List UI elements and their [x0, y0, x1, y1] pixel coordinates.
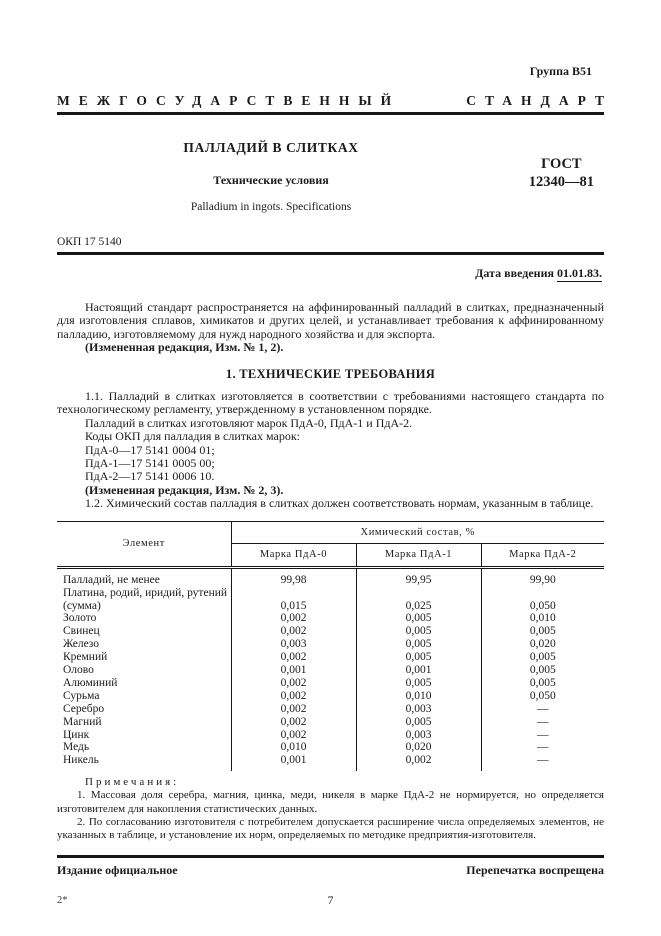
header-rule: [57, 112, 604, 115]
value-cell: 0,005: [356, 716, 481, 729]
footer-line: [57, 863, 604, 878]
table-row: [57, 703, 604, 716]
effective-date-value: 01.01.83.: [557, 266, 602, 280]
value-cell: 0,001: [231, 664, 356, 677]
note-item: 1. Массовая доля серебра, магния, цинка, меди, никеля в марке ПдА-2 не нормируется, но определяется изготовителем для накопления статистических данных.: [57, 789, 604, 815]
value-cell: 0,020: [356, 741, 481, 754]
value-cell: 0,050: [529, 599, 556, 612]
value-cell: 0,003: [356, 729, 481, 742]
value-cell: 0,005: [356, 638, 481, 651]
official-edition-label: Издание официальное: [57, 862, 178, 877]
footnote-mark: 2*: [57, 894, 68, 906]
value-cell: 0,010: [231, 741, 356, 754]
value-cell: 0,001: [356, 664, 481, 677]
value-cell: 0,005: [356, 625, 481, 638]
note-item: 2. По согласованию изготовителя с потребителем допускается расширение числа определяемых элементов, не указанных в таблице, и установление их норм, определяемых по методике предприятия-изготовителя.: [57, 815, 604, 842]
effective-date-line: [57, 266, 604, 281]
paragraph-1-1: 1.1. Палладий в слитках изготовляется в соответствии с требованиями настоящего стандарта по технологическому регламенту, утвержденному в установленном порядке.: [57, 389, 604, 417]
gost-designation: [529, 155, 594, 191]
value-cell: 0,002: [356, 754, 481, 771]
effective-date-label: Дата введения: [475, 266, 554, 280]
element-name-cell: Платина, родий, иридий, рутений (сумма): [57, 587, 231, 613]
footer-bottom: [57, 895, 604, 909]
value-cell: 0,010: [529, 612, 556, 625]
paragraph-1-2: 1.2. Химический состав палладия в слитках должен соответствовать нормам, указанным в таблице.: [85, 496, 594, 511]
value-cell: 0,003: [231, 638, 356, 651]
value-cell: 0,003: [356, 703, 481, 716]
value-cell: 0,015: [231, 587, 356, 613]
table-header-mark-pda2: Марка ПдА-2: [481, 543, 604, 567]
table-row: [57, 716, 604, 729]
value-cell: 0,002: [231, 651, 356, 664]
value-cell: 0,002: [231, 625, 356, 638]
value-cell: 0,002: [231, 612, 356, 625]
standard-kind-word-2: СТАНДАРТ: [466, 93, 613, 108]
value-cell: 0,002: [231, 703, 356, 716]
element-name-cell: Магний: [57, 716, 231, 729]
table-row: [57, 664, 604, 677]
standard-kind-heading: [57, 93, 613, 109]
composition-table-header: [57, 521, 604, 567]
title-column: [57, 140, 485, 213]
okp-code-line: ПдА-1—17 5141 0005 00;: [85, 456, 215, 471]
value-cell: 0,005: [529, 625, 556, 638]
table-row: [57, 729, 604, 742]
value-cell: 0,025: [356, 587, 481, 613]
element-name-cell: Алюминий: [57, 677, 231, 690]
composition-table-body: [57, 567, 604, 771]
value-cell: 0,002: [231, 729, 356, 742]
table-row: [57, 612, 604, 625]
value-cell: 99,90: [529, 573, 556, 586]
amendment-note-2: (Измененная редакция, Изм. № 2, 3).: [85, 482, 284, 497]
table-row: [57, 741, 604, 754]
value-cell: —: [537, 754, 549, 767]
notes-block: [57, 776, 604, 842]
amendment-note-1: (Измененная редакция, Изм. № 1, 2).: [85, 340, 284, 355]
value-cell: —: [537, 728, 549, 741]
footer-rule: [57, 855, 604, 858]
document-body: [57, 301, 604, 511]
element-name-cell: Цинк: [57, 729, 231, 742]
title-block: [57, 140, 604, 232]
standard-title-en: Palladium in ingots. Specifications: [190, 201, 352, 213]
value-cell: 0,050: [529, 689, 556, 702]
element-name-cell: Серебро: [57, 703, 231, 716]
value-cell: 0,001: [231, 754, 356, 771]
table-row: [57, 638, 604, 651]
table-row: [57, 651, 604, 664]
table-row: [57, 754, 604, 771]
value-cell: —: [537, 741, 549, 754]
standard-kind-word-1: МЕЖГОСУДАРСТВЕННЫЙ: [57, 93, 401, 108]
value-cell: 0,020: [529, 638, 556, 651]
page-number: 7: [327, 894, 334, 907]
value-cell: 0,005: [529, 664, 556, 677]
okp-code-line: ПдА-2—17 5141 0006 10.: [85, 469, 215, 484]
gost-number: 12340—81: [528, 174, 594, 190]
okp-codes-intro: Коды ОКП для палладия в слитках марок:: [85, 429, 301, 444]
group-label: Группа В51: [529, 64, 592, 78]
element-name-cell: Золото: [57, 612, 231, 625]
value-cell: 0,010: [356, 690, 481, 703]
table-row: [57, 567, 604, 586]
value-cell: 0,002: [231, 690, 356, 703]
value-cell: 0,005: [356, 612, 481, 625]
reprint-prohibited-label: Перепечатка воспрещена: [466, 862, 604, 877]
element-name-cell: Кремний: [57, 651, 231, 664]
okp-codes-list: [57, 444, 604, 484]
table-row: [57, 587, 604, 613]
table-row: [57, 625, 604, 638]
value-cell: 0,005: [356, 651, 481, 664]
element-name-cell: Палладий, не менее: [57, 567, 231, 586]
value-cell: 0,005: [529, 676, 556, 689]
gost-label: ГОСТ: [541, 156, 582, 172]
element-name-cell: Медь: [57, 741, 231, 754]
table-header-element: Элемент: [57, 521, 231, 567]
element-name-cell: Железо: [57, 638, 231, 651]
element-name-cell: Свинец: [57, 625, 231, 638]
element-name-cell: Олово: [57, 664, 231, 677]
table-header-mark-pda0: Марка ПдА-0: [231, 543, 356, 567]
value-cell: 0,002: [231, 677, 356, 690]
standard-title: ПАЛЛАДИЙ В СЛИТКАХ: [183, 140, 359, 155]
value-cell: 0,005: [529, 651, 556, 664]
value-cell: —: [537, 715, 549, 728]
value-cell: 99,95: [356, 567, 481, 586]
value-cell: 99,98: [231, 567, 356, 586]
okp-code: ОКП 17 5140: [57, 236, 122, 248]
table-header-composition: Химический состав, %: [231, 521, 604, 543]
standard-subtitle: Технические условия: [213, 173, 329, 187]
marks-paragraph: Палладий в слитках изготовляют марок ПдА-0, ПдА-1 и ПдА-2.: [85, 415, 413, 430]
table-row: [57, 677, 604, 690]
section-heading: 1. ТЕХНИЧЕСКИЕ ТРЕБОВАНИЯ: [225, 366, 436, 381]
okp-code-line: ПдА-0—17 5141 0004 01;: [85, 442, 215, 457]
meta-rule: [57, 252, 604, 255]
table-header-mark-pda1: Марка ПдА-1: [356, 543, 481, 567]
table-row: [57, 690, 604, 703]
intro-paragraph: Настоящий стандарт распространяется на аффинированный палладий в слитках, предназначенный для изготовления сплавов, химикатов и других целей, и устанавливает требования к аффинированному палладию, изготовляемому для нужд народного хозяйства и для экспорта.: [57, 300, 604, 341]
element-name-cell: Никель: [57, 754, 231, 771]
value-cell: —: [537, 702, 549, 715]
value-cell: 0,002: [231, 716, 356, 729]
element-name-cell: Сурьма: [57, 690, 231, 703]
notes-label: Примечания:: [85, 776, 180, 789]
value-cell: 0,005: [356, 677, 481, 690]
composition-table: [57, 521, 604, 772]
